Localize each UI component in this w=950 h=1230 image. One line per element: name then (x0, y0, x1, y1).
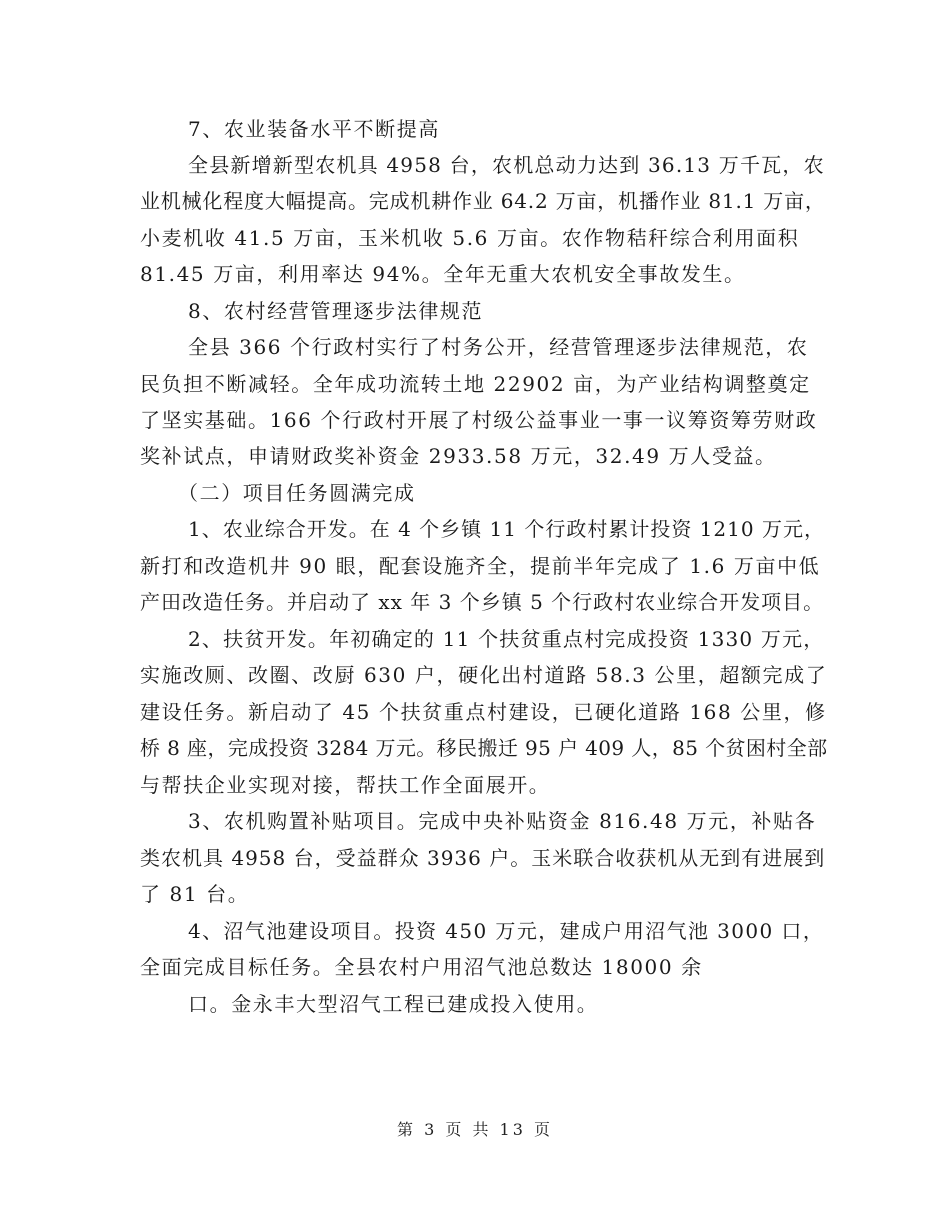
paragraph-line: 全面完成目标任务。全县农村户用沼气池总数达 18000 余 (140, 955, 703, 979)
page-number-footer: 第 3 页 共 13 页 (397, 1120, 553, 1139)
paragraph-line: 了 81 台。 (140, 882, 250, 906)
heading-projects-completed: （二）项目任务圆满完成 (178, 481, 416, 505)
paragraph-line: 81.45 万亩，利用率达 94%。全年无重大农机安全事故发生。 (140, 262, 746, 286)
paragraph-line: 建设任务。新启动了 45 个扶贫重点村建设，已硬化道路 168 公里，修 (140, 700, 827, 724)
paragraph-line: 民负担不断减轻。全年成功流转土地 22902 亩，为产业结构调整奠定 (140, 372, 811, 396)
paragraph-line: 业机械化程度大幅提高。完成机耕作业 64.2 万亩，机播作业 81.1 万亩， (140, 189, 826, 213)
paragraph-line: 新打和改造机井 90 眼，配套设施齐全，提前半年完成了 1.6 万亩中低 (140, 554, 821, 578)
paragraph-line: 全县新增新型农机具 4958 台，农机总动力达到 36.13 万千瓦，农 (188, 153, 825, 177)
paragraph-line: 桥 8 座，完成投资 3284 万元。移民搬迁 95 户 409 人，85 个贫困村全部 (140, 736, 828, 760)
heading-agri-equipment: 7、农业装备水平不断提高 (188, 117, 440, 141)
paragraph-line: 类农机具 4958 台，受益群众 3936 户。玉米联合收获机从无到有进展到 (140, 846, 826, 870)
paragraph-line: 产田改造任务。并启动了 xx 年 3 个乡镇 5 个行政村农业综合开发项目。 (140, 590, 825, 614)
paragraph-line: 小麦机收 41.5 万亩，玉米机收 5.6 万亩。农作物秸秆综合利用面积 (140, 226, 800, 250)
paragraph-line: 全县 366 个行政村实行了村务公开，经营管理逐步法律规范，农 (188, 335, 809, 359)
heading-rural-management: 8、农村经营管理逐步法律规范 (188, 299, 484, 323)
paragraph-line: 1、农业综合开发。在 4 个乡镇 11 个行政村累计投资 1210 万元， (188, 517, 825, 541)
paragraph-line: 口。金永丰大型沼气工程已建成投入使用。 (188, 992, 599, 1016)
paragraph-line: 奖补试点，申请财政奖补资金 2933.58 万元，32.49 万人受益。 (140, 444, 777, 468)
paragraph-line: 实施改厕、改圈、改厨 630 户，硬化出村道路 58.3 公里，超额完成了 (140, 663, 828, 687)
paragraph-line: 4、沼气池建设项目。投资 450 万元，建成户用沼气池 3000 口， (188, 919, 825, 943)
paragraph-line: 3、农机购置补贴项目。完成中央补贴资金 816.48 万元，补贴各 (188, 809, 817, 833)
paragraph-line: 2、扶贫开发。年初确定的 11 个扶贫重点村完成投资 1330 万元， (188, 627, 825, 651)
paragraph-line: 了坚实基础。166 个行政村开展了村级公益事业一事一议筹资筹劳财政 (140, 408, 818, 432)
paragraph-line: 与帮扶企业实现对接，帮扶工作全面展开。 (140, 773, 551, 797)
